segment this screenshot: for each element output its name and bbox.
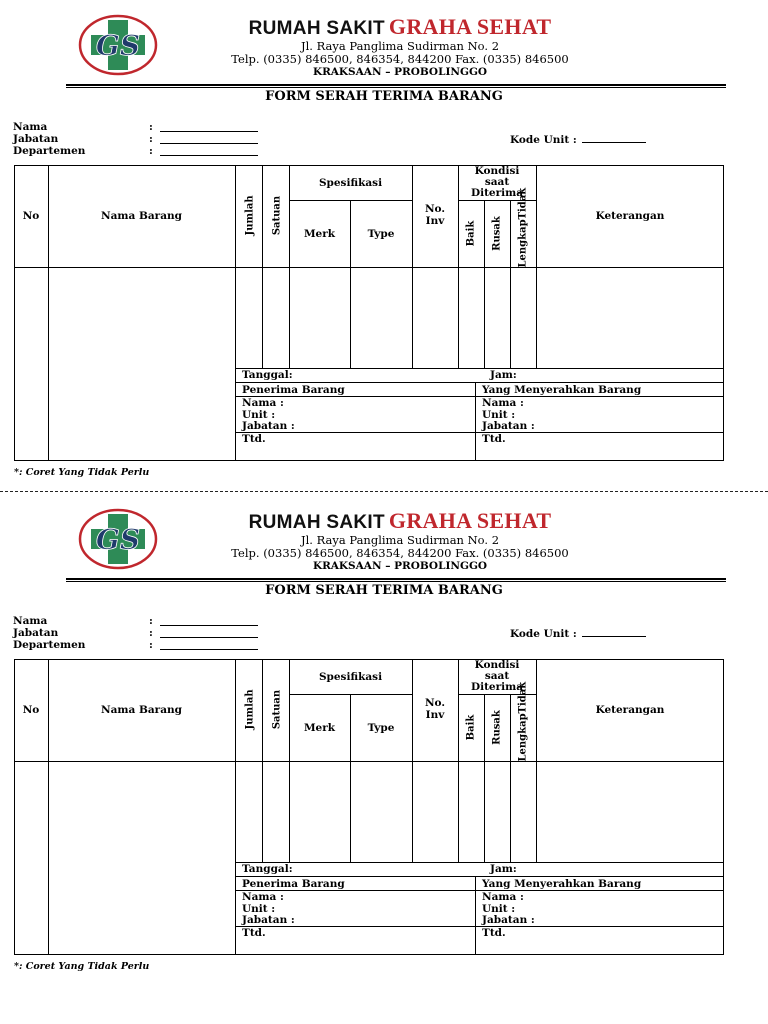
hospital-city: KRAKSAAN – PROBOLINGGO: [312, 560, 488, 572]
header-rule-thin: [66, 87, 726, 88]
field-blank-line: [160, 143, 258, 144]
penyerah-unit: Unit :: [482, 903, 516, 915]
penerima-unit: Unit :: [242, 903, 276, 915]
penyerah-ttd: Ttd.: [482, 927, 506, 939]
penerima-unit: Unit :: [242, 409, 276, 421]
col-spesifikasi: Spesifikasi: [318, 177, 383, 189]
penerima-ttd: Ttd.: [242, 433, 266, 445]
hospital-city: KRAKSAAN – PROBOLINGGO: [312, 66, 488, 78]
hospital-name-brand: GRAHA SEHAT: [388, 508, 552, 533]
col-nama-barang: Nama Barang: [101, 210, 182, 222]
col-merk: Merk: [303, 722, 336, 734]
col-lengkap-tidak: LengkapTidak: [517, 681, 529, 762]
penerima-jabatan: Jabatan :: [242, 420, 295, 432]
col-kondisi-2: saat: [484, 670, 510, 682]
items-table: [14, 659, 724, 955]
penyerah-heading: Yang Menyerahkan Barang: [482, 878, 642, 890]
col-nama-barang: Nama Barang: [101, 704, 182, 716]
field-colon: :: [149, 615, 153, 627]
field-blank-line: [160, 131, 258, 132]
penyerah-nama: Nama :: [482, 397, 524, 409]
col-merk: Merk: [303, 228, 336, 240]
kode-unit-label: Kode Unit :: [510, 134, 581, 146]
penerima-heading: Penerima Barang: [242, 878, 345, 890]
col-kondisi-1: Kondisi: [474, 165, 520, 177]
items-table: [14, 165, 724, 461]
field-kode-unit[interactable]: [510, 133, 646, 146]
field-blank-line: [160, 637, 258, 638]
penerima-heading: Penerima Barang: [242, 384, 345, 396]
col-jumlah: Jumlah: [244, 195, 256, 236]
penerima-nama: Nama :: [242, 891, 284, 903]
col-no-inv-2: Inv: [425, 215, 445, 227]
penyerah-unit: Unit :: [482, 409, 516, 421]
jam-label: Jam:: [490, 863, 517, 875]
col-satuan: Satuan: [271, 689, 283, 730]
kode-unit-label: Kode Unit :: [510, 628, 581, 640]
col-baik: Baik: [465, 220, 477, 247]
hospital-address: Jl. Raya Panglima Sudirman No. 2: [300, 39, 500, 53]
col-kondisi-2: saat: [484, 176, 510, 188]
col-lengkap-tidak: LengkapTidak: [517, 187, 529, 268]
hospital-logo: [78, 508, 158, 570]
footnote: *: Coret Yang Tidak Perlu: [14, 467, 150, 478]
field-label: Jabatan: [13, 627, 59, 639]
tanggal-label: Tanggal:: [242, 369, 293, 381]
col-kondisi-3: Diterima: [470, 187, 524, 199]
form-copy-bottom: [0, 494, 768, 986]
footnote: *: Coret Yang Tidak Perlu: [14, 961, 150, 972]
hospital-phone: Telp. (0335) 846500, 846354, 844200 Fax. (0335) 846500: [231, 546, 569, 560]
penyerah-nama: Nama :: [482, 891, 524, 903]
hospital-phone: Telp. (0335) 846500, 846354, 844200 Fax. (0335) 846500: [231, 52, 569, 66]
penyerah-jabatan: Jabatan :: [482, 914, 535, 926]
col-spesifikasi: Spesifikasi: [318, 671, 383, 683]
field-label: Departemen: [13, 639, 86, 651]
col-kondisi-1: Kondisi: [474, 659, 520, 671]
field-colon: :: [149, 133, 153, 145]
col-type: Type: [367, 722, 395, 734]
field-colon: :: [149, 121, 153, 133]
col-satuan: Satuan: [271, 195, 283, 236]
penerima-ttd: Ttd.: [242, 927, 266, 939]
header-rule: [66, 84, 726, 86]
hospital-address: Jl. Raya Panglima Sudirman No. 2: [300, 533, 500, 547]
col-type: Type: [367, 228, 395, 240]
col-no: No: [22, 704, 40, 716]
col-kondisi-3: Diterima: [470, 681, 524, 693]
field-blank-line: [160, 155, 258, 156]
col-keterangan: Keterangan: [595, 704, 665, 716]
form-title: FORM SERAH TERIMA BARANG: [265, 583, 503, 598]
kode-unit-blank: [582, 133, 646, 143]
col-keterangan: Keterangan: [595, 210, 665, 222]
hospital-name-brand: GRAHA SEHAT: [388, 14, 552, 39]
logo-lettering: GS: [95, 29, 141, 62]
jam-label: Jam:: [490, 369, 517, 381]
field-label: Jabatan: [13, 133, 59, 145]
hospital-logo: [78, 14, 158, 76]
col-no: No: [22, 210, 40, 222]
header-rule: [66, 578, 726, 580]
hospital-header: [200, 510, 600, 573]
field-blank-line: [160, 625, 258, 626]
penyerah-jabatan: Jabatan :: [482, 420, 535, 432]
penyerah-ttd: Ttd.: [482, 433, 506, 445]
col-rusak: Rusak: [491, 710, 503, 745]
field-colon: :: [149, 145, 153, 157]
field-colon: :: [149, 639, 153, 651]
field-label: Departemen: [13, 145, 86, 157]
penerima-jabatan: Jabatan :: [242, 914, 295, 926]
logo-lettering: GS: [95, 523, 141, 556]
col-no-inv-1: No.: [424, 697, 446, 709]
field-blank-line: [160, 649, 258, 650]
field-label: Nama: [13, 121, 48, 133]
penyerah-heading: Yang Menyerahkan Barang: [482, 384, 642, 396]
hospital-header: [200, 16, 600, 79]
form-copy-top: [0, 0, 768, 492]
col-baik: Baik: [465, 714, 477, 741]
col-jumlah: Jumlah: [244, 689, 256, 730]
hospital-name-prefix: RUMAH SAKIT: [248, 512, 385, 533]
tanggal-label: Tanggal:: [242, 863, 293, 875]
form-title: FORM SERAH TERIMA BARANG: [265, 89, 503, 104]
hospital-name-prefix: RUMAH SAKIT: [248, 18, 385, 39]
field-kode-unit[interactable]: [510, 627, 646, 640]
field-colon: :: [149, 627, 153, 639]
header-rule-thin: [66, 581, 726, 582]
col-no-inv-2: Inv: [425, 709, 445, 721]
col-no-inv-1: No.: [424, 203, 446, 215]
kode-unit-blank: [582, 627, 646, 637]
col-rusak: Rusak: [491, 216, 503, 251]
field-label: Nama: [13, 615, 48, 627]
penerima-nama: Nama :: [242, 397, 284, 409]
